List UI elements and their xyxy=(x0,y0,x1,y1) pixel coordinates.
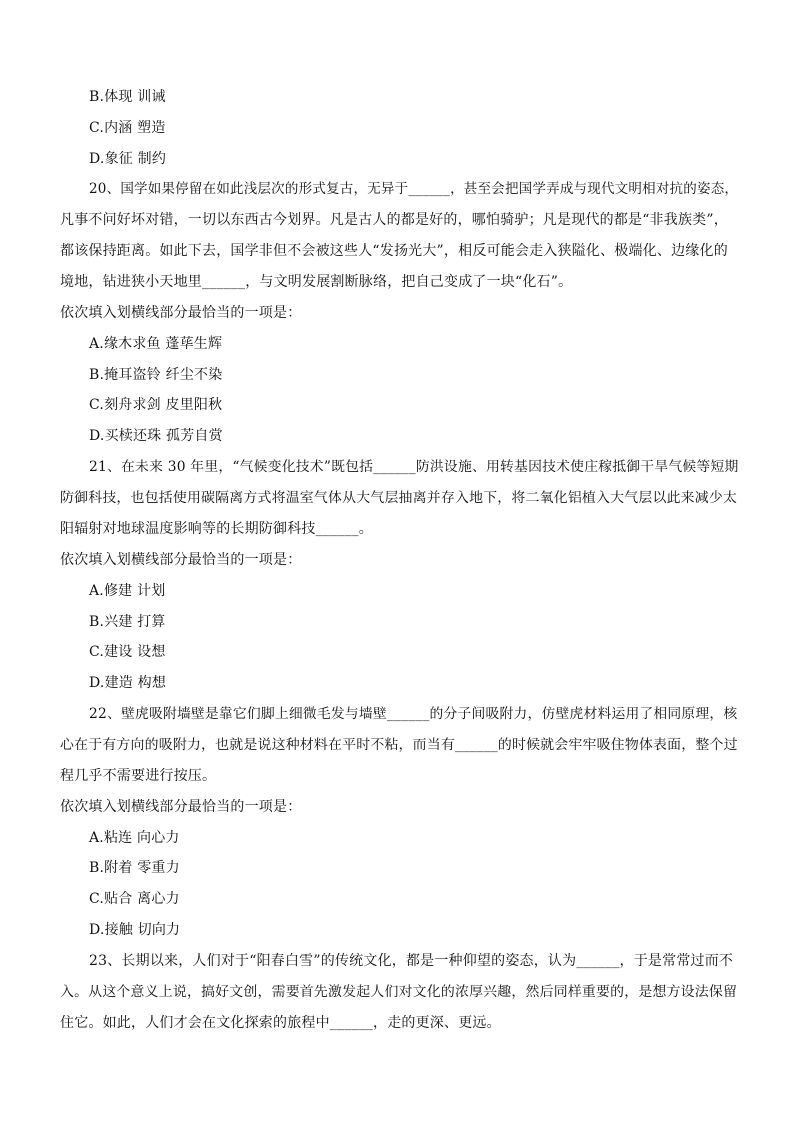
q19-option-b: B.体现 训诫 xyxy=(89,89,166,105)
q23-text-line-2: 入。从这个意义上说，搞好文创，需要首先激发起人们对文化的浓厚兴趣，然后同样重要的，是想方设法保留 xyxy=(60,984,738,1000)
q21-option-a: A.修建 计划 xyxy=(89,583,166,599)
q22-option-c: C.贴合 离心力 xyxy=(89,891,180,907)
q22-text-line-2: 心在于有方向的吸附力，也就是说这种材料在平时不粘，而当有______的时候就会牢牢吸住物体表面，整个过 xyxy=(60,737,738,753)
q20-text-line-1: 20、国学如果停留在如此浅层次的形式复古，无异于______，甚至会把国学弄成与现代文明相对抗的姿态， xyxy=(89,181,739,197)
q20-option-d: D.买椟还珠 孤芳自赏 xyxy=(89,428,223,444)
q23-text-line-1: 23、长期以来，人们对于“阳春白雪”的传统文化，都是一种仰望的姿态，认为______，于是常常过而不 xyxy=(89,953,734,969)
q23-text-line-3: 住它。如此，人们才会在文化探索的旅程中______，走的更深、更远。 xyxy=(60,1015,501,1031)
q22-text-line-1: 22、壁虎吸附墙壁是靠它们脚上细微毛发与墙壁______的分子间吸附力，仿壁虎材料运用了相同原理，核 xyxy=(89,706,738,722)
q21-text-line-2: 防御科技，也包括使用碳隔离方式将温室气体从大气层抽离并存入地下，将二氧化铝植入大气层以此来减少太 xyxy=(60,490,738,506)
q20-text-line-4: 境地，钻进狭小天地里______，与文明发展割断脉络，把自己变成了一块“化石”。 xyxy=(60,274,573,290)
q21-option-d: D.建造 构想 xyxy=(89,675,167,691)
q22-option-b: B.附着 零重力 xyxy=(89,860,180,876)
q22-option-d: D.接触 切向力 xyxy=(89,922,181,938)
q22-option-a: A.粘连 向心力 xyxy=(89,830,180,846)
q20-option-c: C.刻舟求剑 皮里阳秋 xyxy=(89,397,223,413)
q21-text-line-1: 21、在未来 30 年里，“气候变化技术”既包括______防洪设施、用转基因技术使庄稼抵御干旱气候等短期 xyxy=(89,459,739,475)
q20-option-a: A.缘木求鱼 蓬荜生辉 xyxy=(89,336,223,352)
q20-prompt: 依次填入划横线部分最恰当的一项是： xyxy=(60,305,302,321)
q20-text-line-2: 凡事不问好坏对错，一切以东西古今划界。凡是古人的都是好的，哪怕骑驴；凡是现代的都是“非我族类”， xyxy=(60,212,728,228)
q20-option-b: B.掩耳盗铃 纤尘不染 xyxy=(89,367,223,383)
q20-text-line-3: 都该保持距离。如此下去，国学非但不会被这些人“发扬光大”，相反可能会走入狭隘化、极端化、边缘化的 xyxy=(60,243,728,259)
q21-option-b: B.兴建 打算 xyxy=(89,614,166,630)
q21-text-line-3: 阳辐射对地球温度影响等的长期防御科技______。 xyxy=(60,521,373,537)
q19-option-d: D.象征 制约 xyxy=(89,151,167,167)
q21-option-c: C.建设 设想 xyxy=(89,644,166,660)
q22-text-line-3: 程几乎不需要进行按压。 xyxy=(60,768,217,784)
q21-prompt: 依次填入划横线部分最恰当的一项是： xyxy=(60,552,302,568)
q19-option-c: C.内涵 塑造 xyxy=(89,120,166,136)
q22-prompt: 依次填入划横线部分最恰当的一项是： xyxy=(60,799,302,815)
